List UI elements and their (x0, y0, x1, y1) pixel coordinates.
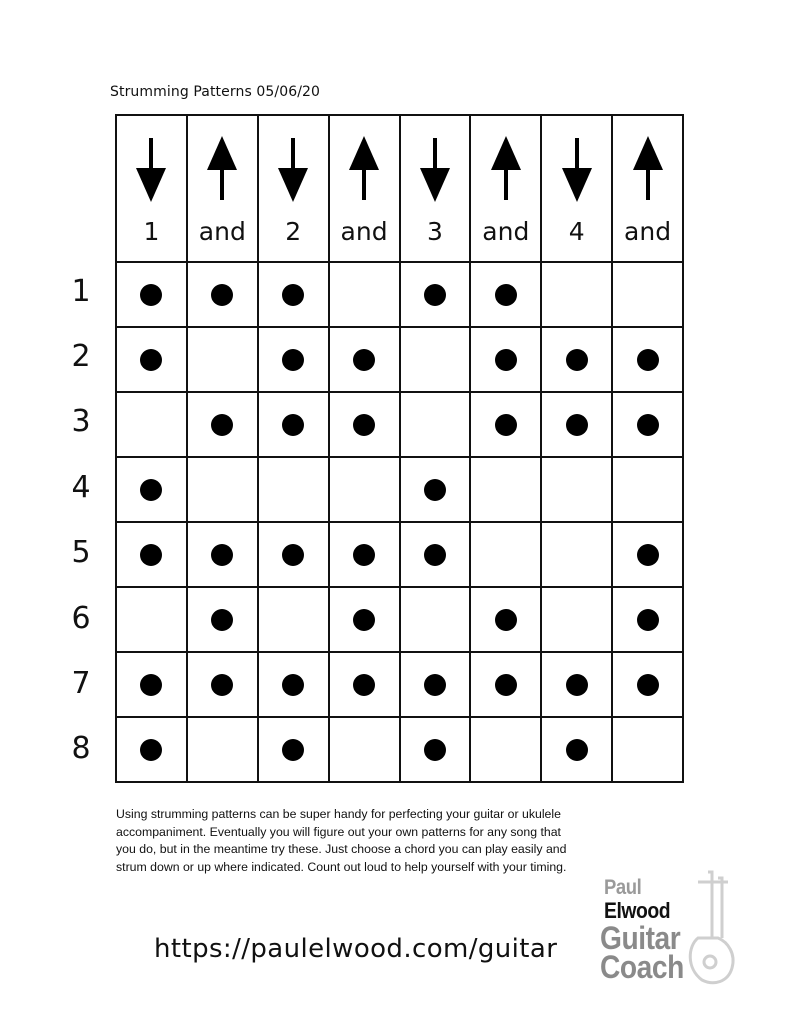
beat-header-cell (470, 115, 541, 262)
strum-cell (470, 262, 541, 327)
strum-cell (612, 392, 683, 457)
strum-cell (470, 392, 541, 457)
strum-dot-icon (211, 284, 233, 306)
strum-cell (329, 652, 400, 717)
strum-cell (400, 522, 471, 587)
strum-cell (329, 327, 400, 392)
strum-dot-icon (140, 544, 162, 566)
beat-label: 1 (143, 217, 160, 246)
beat-label: 2 (285, 217, 302, 246)
strum-cell (329, 587, 400, 652)
strum-cell (116, 392, 187, 457)
strum-cell (400, 392, 471, 457)
strum-cell (116, 587, 187, 652)
beat-label: and (482, 217, 530, 246)
strum-cell (541, 392, 612, 457)
strum-cell (400, 717, 471, 782)
strum-cell (400, 652, 471, 717)
beat-header-cell (612, 115, 683, 262)
beat-header-cell (116, 115, 187, 262)
strum-dot-icon (211, 674, 233, 696)
strum-dot-icon (140, 284, 162, 306)
strum-dot-icon (353, 609, 375, 631)
strum-cell (400, 327, 471, 392)
strum-cell (329, 262, 400, 327)
strum-cell (116, 652, 187, 717)
strum-dot-icon (495, 349, 517, 371)
strum-cell (400, 587, 471, 652)
strum-cell (258, 262, 329, 327)
up-arrow-icon (630, 136, 666, 200)
strum-cell (187, 457, 258, 522)
strum-dot-icon (424, 739, 446, 761)
strum-cell (541, 522, 612, 587)
strum-dot-icon (282, 544, 304, 566)
strum-cell (116, 327, 187, 392)
strum-cell (470, 457, 541, 522)
strum-cell (470, 522, 541, 587)
strum-cell (612, 457, 683, 522)
strum-dot-icon (140, 739, 162, 761)
pattern-number: 3 (71, 404, 91, 440)
strum-dot-icon (353, 349, 375, 371)
strum-cell (116, 457, 187, 522)
strum-cell (187, 327, 258, 392)
strum-cell (541, 262, 612, 327)
strum-dot-icon (424, 479, 446, 501)
pattern-row (116, 327, 683, 392)
strum-cell (116, 262, 187, 327)
strum-cell (187, 652, 258, 717)
strum-dot-icon (566, 349, 588, 371)
strum-cell (541, 457, 612, 522)
strum-dot-icon (566, 739, 588, 761)
strum-cell (470, 327, 541, 392)
strum-cell (470, 652, 541, 717)
pattern-row (116, 652, 683, 717)
beat-label: and (624, 217, 672, 246)
strum-cell (329, 457, 400, 522)
strum-cell (400, 262, 471, 327)
strum-cell (187, 392, 258, 457)
strum-cell (541, 717, 612, 782)
strum-dot-icon (424, 284, 446, 306)
strum-cell (470, 717, 541, 782)
beat-label: and (340, 217, 388, 246)
pattern-row (116, 392, 683, 457)
strum-cell (187, 262, 258, 327)
down-arrow-icon (133, 138, 169, 202)
strum-cell (329, 522, 400, 587)
pattern-number: 6 (71, 600, 91, 636)
strum-cell (612, 652, 683, 717)
strum-cell (258, 522, 329, 587)
strum-dot-icon (495, 284, 517, 306)
down-arrow-icon (417, 138, 453, 202)
strum-dot-icon (211, 609, 233, 631)
strum-dot-icon (211, 414, 233, 436)
pattern-number: 2 (71, 339, 91, 375)
strum-cell (329, 392, 400, 457)
strum-dot-icon (140, 479, 162, 501)
beat-header-cell (258, 115, 329, 262)
pattern-number: 4 (71, 469, 91, 505)
pattern-row (116, 262, 683, 327)
strum-dot-icon (353, 414, 375, 436)
pattern-number: 1 (71, 273, 91, 309)
strum-dot-icon (637, 674, 659, 696)
strum-cell (329, 717, 400, 782)
strum-cell (187, 717, 258, 782)
beat-header-cell (187, 115, 258, 262)
strum-dot-icon (282, 349, 304, 371)
strum-cell (187, 587, 258, 652)
strum-dot-icon (424, 674, 446, 696)
strum-cell (258, 587, 329, 652)
strum-dot-icon (495, 414, 517, 436)
pattern-row (116, 587, 683, 652)
up-arrow-icon (488, 136, 524, 200)
strum-cell (612, 587, 683, 652)
strum-dot-icon (424, 544, 446, 566)
strum-dot-icon (353, 544, 375, 566)
strum-cell (612, 522, 683, 587)
beat-header-row (116, 115, 683, 262)
down-arrow-icon (275, 138, 311, 202)
up-arrow-icon (204, 136, 240, 200)
strum-cell (258, 457, 329, 522)
strum-dot-icon (282, 284, 304, 306)
page-title: Strumming Patterns 05/06/20 (110, 84, 321, 100)
strum-cell (541, 652, 612, 717)
strum-cell (258, 652, 329, 717)
logo-guitar: Guitar (600, 920, 681, 956)
strum-cell (187, 522, 258, 587)
strum-cell (612, 262, 683, 327)
strum-dot-icon (282, 674, 304, 696)
pattern-row (116, 717, 683, 782)
guitar-coach-logo (598, 868, 738, 988)
logo-paul: Paul (604, 876, 642, 899)
strum-dot-icon (140, 349, 162, 371)
description-text: Using strumming patterns can be super handy for perfecting your guitar or ukulele accompaniment. Eventually you will figure out your own patterns for any song that you do, but in the meantime try these. Just choose a chord you can play easily and strum down or up where indicated. Count out loud to help yourself with your timing. (116, 807, 567, 874)
strum-dot-icon (495, 609, 517, 631)
pattern-number: 7 (71, 665, 91, 701)
strum-dot-icon (211, 544, 233, 566)
strum-cell (258, 717, 329, 782)
strum-cell (400, 457, 471, 522)
beat-header-cell (400, 115, 471, 262)
beat-label: and (198, 217, 246, 246)
beat-header-cell (541, 115, 612, 262)
strum-cell (116, 522, 187, 587)
website-url[interactable]: https://paulelwood.com/guitar (154, 934, 558, 964)
up-arrow-icon (346, 136, 382, 200)
strum-cell (116, 717, 187, 782)
pattern-number: 8 (71, 731, 91, 767)
pattern-row (116, 522, 683, 587)
strum-cell (470, 587, 541, 652)
strum-dot-icon (637, 349, 659, 371)
strum-dot-icon (637, 609, 659, 631)
logo-elwood: Elwood (604, 898, 671, 923)
strum-dot-icon (282, 414, 304, 436)
strum-dot-icon (495, 674, 517, 696)
pattern-row (116, 457, 683, 522)
beat-label: 3 (426, 217, 443, 246)
strum-cell (541, 327, 612, 392)
strum-dot-icon (140, 674, 162, 696)
strum-cell (258, 392, 329, 457)
strum-dot-icon (566, 674, 588, 696)
strum-dot-icon (637, 414, 659, 436)
strum-dot-icon (637, 544, 659, 566)
strum-dot-icon (353, 674, 375, 696)
beat-header-cell (329, 115, 400, 262)
logo-coach: Coach (600, 949, 684, 985)
strum-dot-icon (282, 739, 304, 761)
strum-cell (541, 587, 612, 652)
strum-cell (612, 327, 683, 392)
strumming-grid (115, 114, 684, 783)
beat-label: 4 (568, 217, 585, 246)
strum-dot-icon (566, 414, 588, 436)
down-arrow-icon (559, 138, 595, 202)
pattern-number: 5 (71, 535, 91, 571)
strum-cell (258, 327, 329, 392)
strum-cell (612, 717, 683, 782)
